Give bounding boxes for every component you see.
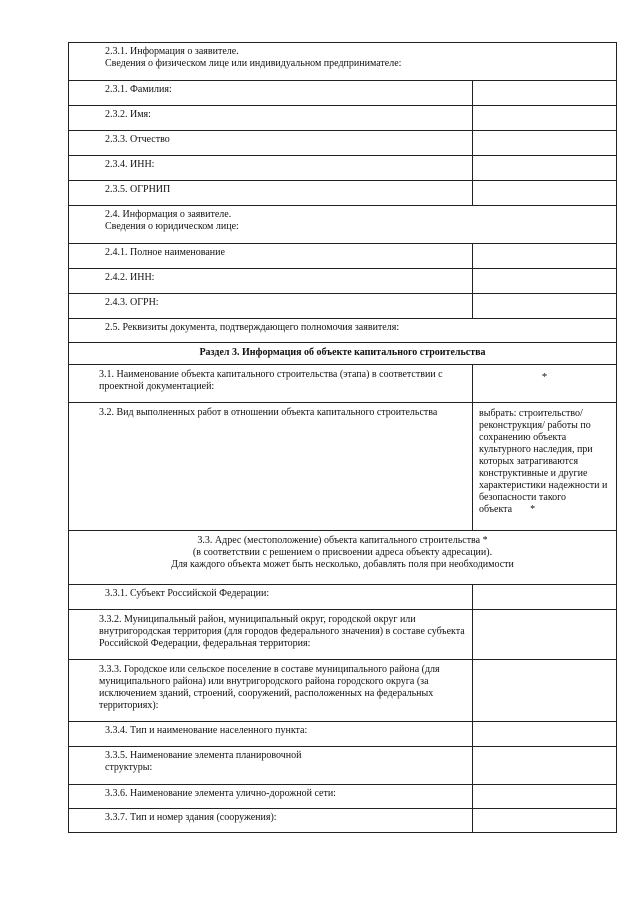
applicant-legal-subtitle: Сведения о юридическом лице: [105, 221, 239, 232]
table-row [69, 365, 617, 403]
field-label-ogrnip: 2.3.5. ОГРНИП [69, 181, 473, 206]
address-subtitle: (в соответствии с решением о присвоении адреса объекту адресации). [192, 547, 493, 558]
field-value-planning-structure[interactable] [473, 747, 617, 785]
table-row [69, 809, 617, 833]
table-row [69, 131, 617, 156]
field-label-street-element: 3.3.6. Наименование элемента улично-дорожной сети: [69, 785, 473, 809]
field-value-inn-individual[interactable] [473, 156, 617, 181]
field-label-inn-legal: 2.4.2. ИНН: [69, 269, 473, 294]
applicant-individual-header [69, 43, 617, 81]
field-label-ogrn: 2.4.3. ОГРН: [69, 294, 473, 319]
address-note: Для каждого объекта может быть несколько, добавлять поля при необходимости [171, 559, 514, 570]
application-form-table [68, 42, 617, 833]
table-row [69, 294, 617, 319]
field-label-settlement: 3.3.3. Городское или сельское поселение в составе муниципального района (для муниципального района) или внутригородского района городского округа (за исключением зданий, строений, сооружений, расположенных на федеральных территориях): [69, 660, 473, 722]
field-value-patronymic[interactable] [473, 131, 617, 156]
field-label-surname: 2.3.1. Фамилия: [69, 81, 473, 106]
required-mark: * [530, 504, 536, 515]
table-row [69, 403, 617, 531]
field-value-full-name[interactable] [473, 244, 617, 269]
field-value-subject[interactable] [473, 585, 617, 610]
table-row [69, 585, 617, 610]
applicant-legal-header-row [69, 206, 617, 244]
table-row [69, 156, 617, 181]
field-label-authority-document: 2.5. Реквизиты документа, подтверждающего полномочия заявителя: [69, 319, 617, 343]
field-value-settlement[interactable] [473, 660, 617, 722]
section-3-heading-row [69, 343, 617, 365]
applicant-individual-subtitle: Сведения о физическом лице или индивидуальном предпринимателе: [105, 58, 402, 69]
field-label-full-name: 2.4.1. Полное наименование [69, 244, 473, 269]
applicant-individual-header-row [69, 43, 617, 81]
table-row [69, 319, 617, 343]
field-value-ogrn[interactable] [473, 294, 617, 319]
section-3-heading: Раздел 3. Информация об объекте капитального строительства [69, 343, 617, 365]
field-label-inn-individual: 2.3.4. ИНН: [69, 156, 473, 181]
table-row [69, 660, 617, 722]
field-value-work-type[interactable] [473, 403, 617, 531]
field-label-planning-structure: 3.3.5. Наименование элемента планировочной структуры: [69, 747, 473, 785]
table-row [69, 244, 617, 269]
field-label-patronymic: 2.3.3. Отчество [69, 131, 473, 156]
table-row [69, 181, 617, 206]
applicant-legal-header [69, 206, 617, 244]
field-label-name: 2.3.2. Имя: [69, 106, 473, 131]
table-row [69, 81, 617, 106]
field-value-name[interactable] [473, 106, 617, 131]
table-row [69, 722, 617, 747]
field-label-object-name: 3.1. Наименование объекта капитального строительства (этапа) в соответствии с проектной документацией: [69, 365, 473, 403]
address-title: 3.3. Адрес (местоположение) объекта капитального строительства [197, 535, 481, 546]
field-label-building: 3.3.7. Тип и номер здания (сооружения): [69, 809, 473, 833]
field-value-surname[interactable] [473, 81, 617, 106]
work-type-hint: выбрать: строительство/ реконструкция/ работы по сохранению объекта культурного наследия, при которых затрагиваются конструктивные и другие характеристики надежности и безопасности такого объекта [479, 408, 608, 515]
field-label-municipal-district: 3.3.2. Муниципальный район, муниципальный округ, городской округ или внутригородская территория (для городов федерального значения) в составе субъекта Российской Федерации, федеральная территория: [69, 610, 473, 660]
required-mark: * [482, 535, 488, 546]
field-value-municipal-district[interactable] [473, 610, 617, 660]
field-value-inn-legal[interactable] [473, 269, 617, 294]
applicant-individual-title: 2.3.1. Информация о заявителе. [105, 46, 239, 57]
applicant-legal-title: 2.4. Информация о заявителе. [105, 209, 232, 220]
required-mark: * [541, 371, 548, 383]
table-row [69, 785, 617, 809]
field-value-object-name[interactable] [473, 365, 617, 403]
table-row [69, 269, 617, 294]
address-header [69, 531, 617, 585]
field-label-work-type: 3.2. Вид выполненных работ в отношении объекта капитального строительства [69, 403, 473, 531]
address-header-row [69, 531, 617, 585]
table-row [69, 610, 617, 660]
field-value-street-element[interactable] [473, 785, 617, 809]
field-value-building[interactable] [473, 809, 617, 833]
table-row [69, 106, 617, 131]
field-value-locality[interactable] [473, 722, 617, 747]
table-row [69, 747, 617, 785]
field-value-ogrnip[interactable] [473, 181, 617, 206]
field-label-locality: 3.3.4. Тип и наименование населенного пункта: [69, 722, 473, 747]
field-label-subject: 3.3.1. Субъект Российской Федерации: [69, 585, 473, 610]
